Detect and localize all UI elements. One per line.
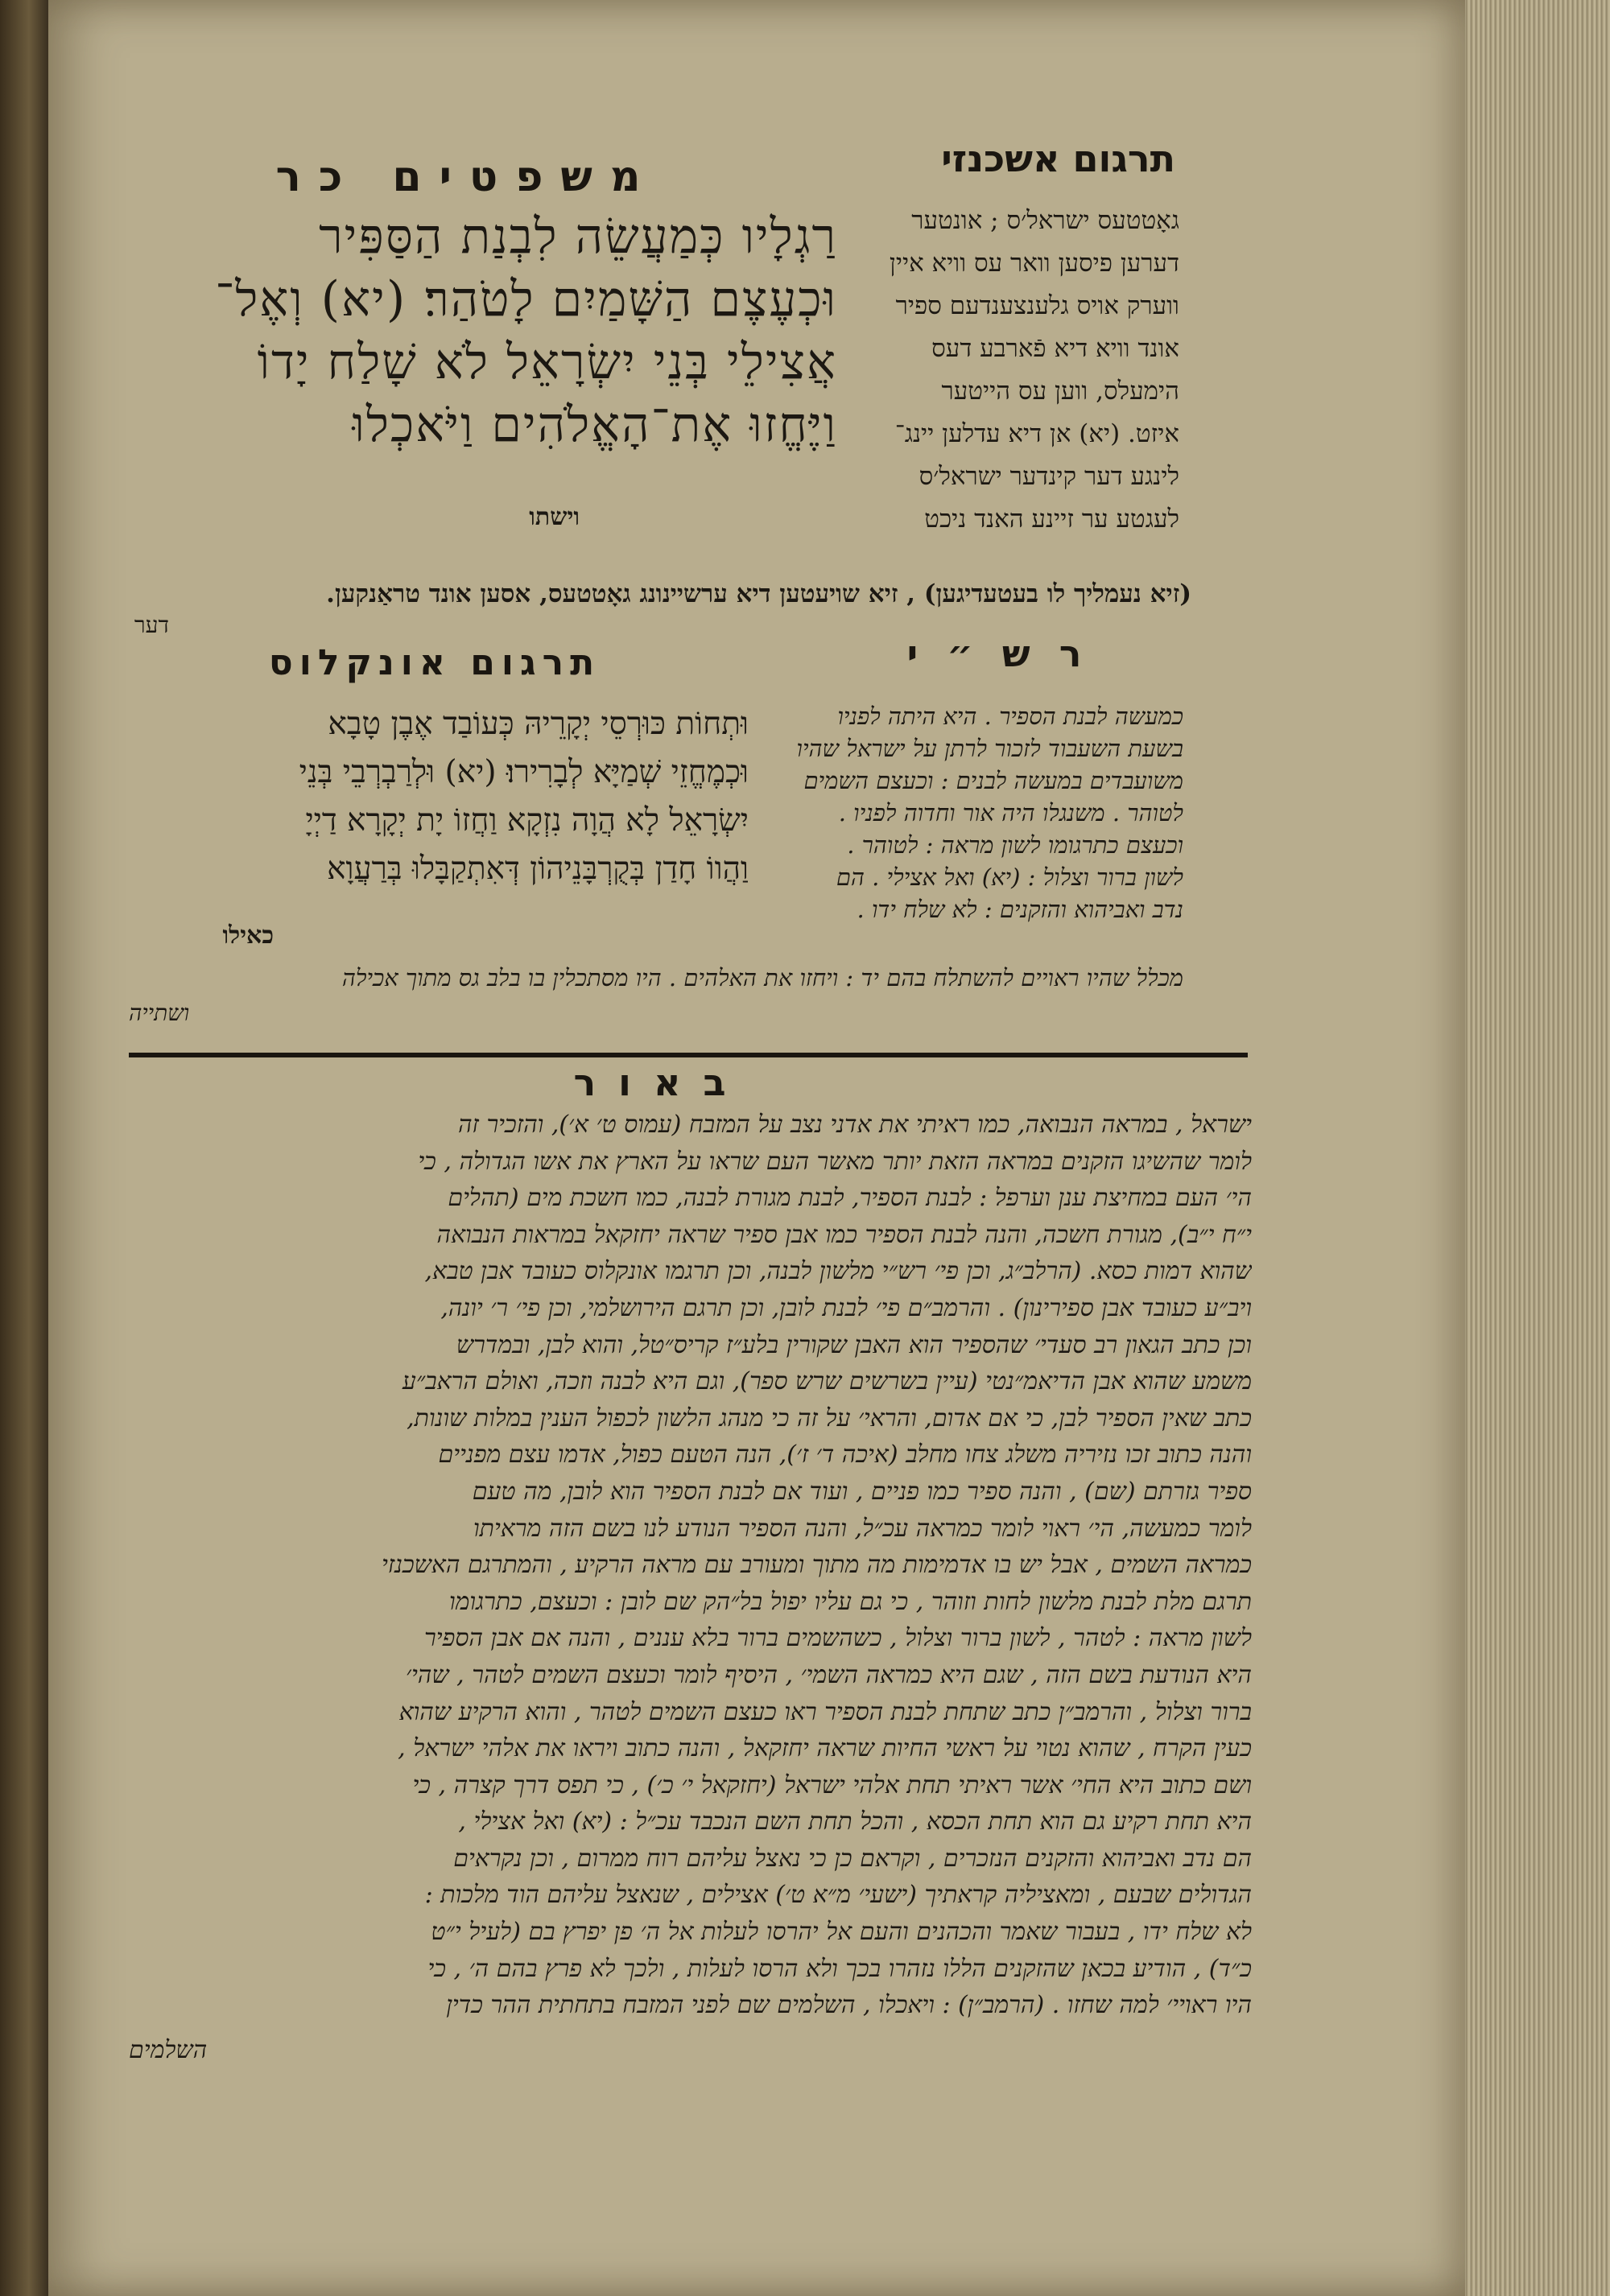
rashi-continuation: מכלל שהיו ראויים להשתלח בהם יד : ויחזו את האלהים . היו מסתכלין בו בלב גס מתוך אכילה: [341, 964, 1183, 991]
text-line: וּתְחוֹת כּוּרְסֵי יְקָרֵיהּ כְּעוֹבַד אֶבֶן טָבָא: [328, 706, 749, 742]
text-line: משועבדים במעשה לבנים : וכעצם השמים: [803, 767, 1183, 794]
text-line: י״ח י״ב), מגורת חשכה, והנה לבנת הספיר כמו אבן ספיר שראה יחזקאל במראות הנבואה: [436, 1220, 1252, 1249]
verse-line: וַיֶּחֱזוּ אֶת־הָאֱלֹהִים וַיֹּאכְלוּ: [352, 397, 837, 453]
text-line: לינגע דער קינדער ישראל׳ס: [919, 462, 1179, 491]
text-line: כעין הקרח , שהוא נטוי על ראשי החיות שראה יחזקאל , והנה כתוב ויראו את אלהי ישראל ,: [398, 1734, 1252, 1763]
verse-catchword: וישתו: [529, 503, 580, 531]
text-line: לומר שהשיגו הזקנים במראה הזאת יותר מאשר העם שראו על הארץ את אשו הגדולה , כי: [418, 1147, 1252, 1176]
text-line: שהוא דמות כסא. (הרלב״ג, וכן פי׳ רש״י מלשון לבנה, וכן תרגמו אונקלוס כעובד אבן טבא,: [424, 1257, 1252, 1286]
right-column-title: תרגום אשכנזי: [941, 137, 1175, 180]
book-page: [48, 0, 1465, 2296]
text-line: לעגטע ער זיינע האנד ניכט: [924, 505, 1179, 534]
text-line: תרגם מלת לבנת מלשון לחות וזוהר , כי גם עליו יפול בל״הק שם לובן : וכעצם, כתרגומו: [448, 1587, 1252, 1616]
verse-line: רַגְלָיו כְּמַעֲשֵׂה לִבְנַת הַסַּפִּיר: [319, 208, 837, 265]
biur-catchword: השלמים: [129, 2036, 208, 2064]
text-line: משמע שהוא אבן הדיאמ״נטי (עיין בשרשים שרש ספר), וגם היא לבנה וזכה, ואולם הראב״ע: [402, 1367, 1252, 1396]
text-line: כ״ד) , הודיע בכאן שהזקנים הללו נזהרו בכך ולא הרסו לעלות , ולכך לא פרץ בהם ה׳ , כי: [427, 1954, 1252, 1983]
text-line: ישראל , במראה הנבואה, כמו ראיתי את אדני נצב על המזבח (עמוס ט׳ א׳), והזכיר זה: [457, 1111, 1252, 1139]
text-line: הי׳ העם במחיצת ענן וערפל : לבנת הספיר, לבנת מגורת לבנה, כמו חשכת מים (תהלים: [448, 1184, 1252, 1213]
text-line: ברור וצלול , והרמב״ן כתב שתחת לבנת הספיר ראו כעצם השמים לטהר , והוא הרקיע שהוא: [398, 1697, 1252, 1726]
text-line: וּכְמֶחֱזֵי שְׁמַיָּא לְבָרִירוּ׃ (יא) וּלְרַבְרְבֵי בְּנֵי: [299, 754, 749, 790]
text-line: לשון מראה : לטהר , לשון ברור וצלול , כשהשמים ברור בלא עננים , והנה אם אבן הספיר: [424, 1624, 1252, 1653]
text-line: כמעשה לבנת הספיר . היא היתה לפניו: [837, 703, 1183, 730]
text-line: לטוהר . משנגלו היה אור וחדוה לפניו .: [838, 799, 1183, 826]
text-line: וכן כתב הגאון רב סעדי׳ שהספיר הוא האבן שקורין בלע״ז קריס״טל, והוא לבן, ובמדרש: [456, 1330, 1252, 1359]
text-line: ספיר גזרתם (שם) , והנה ספיר כמו פניים , ועוד אם לבנת הספיר הוא לובן, מה טעם: [472, 1477, 1252, 1506]
text-line: היא הנודעת בשם הזה , שגם היא כמראה השמי׳ , היסיף לומר וכעצם השמים לטהר , שהי׳: [406, 1660, 1252, 1689]
text-line: בשעת השעבוד לזכור לרתן על ישראל שהיו: [796, 735, 1183, 762]
verse-line: וּכְעֶצֶם הַשָּׁמַיִם לָטֹהַר׃ (יא) וְאֶל־: [215, 271, 837, 328]
biur-text: [125, 1107, 1252, 2024]
onkelos-text: [121, 700, 749, 893]
text-line: גאָטטעס ישראל׳ס ; אונטער: [911, 206, 1179, 235]
text-line: ושם כתוב היא החי׳ אשר ראיתי תחת אלהי ישראל (יחזקאל י׳ כ׳) , כי תפס דרך קצרה , כי: [412, 1770, 1252, 1799]
text-line: וכעצם כתרגומו לשון מראה : לטוהר .: [847, 831, 1183, 859]
text-line: דערען פיסען וואר עס וויא איין: [889, 249, 1179, 278]
text-line: היו ראויי׳ למה שחזו . (הרמב״ן) : ויאכלו , השלמים שם לפני המזבח בתחתית ההר כדין: [446, 1991, 1252, 2020]
rashi-continuation-end: ושתייה: [129, 1000, 190, 1026]
biur-title: ב א ו ר: [573, 1061, 731, 1104]
text-line: כמראה השמים , אבל יש בו אדמימות מה מתוך ומעורב עם מראה הרקיע , והמתרגם האשכנזי: [381, 1551, 1252, 1580]
verse-line: אֲצִילֵי בְּנֵי יִשְׂרָאֵל לֹא שָׁלַח יָדוֹ: [257, 334, 837, 390]
text-line: אונד וויא דיא פֿארבע דעס: [931, 334, 1179, 363]
text-line: הימעלס, ווען עס הייטער: [941, 377, 1179, 406]
text-line: היא תחת רקיע גם הוא תחת הכסא , והכל תחת השם הנכבד עכ״ל : (יא) ואל אצילי ,: [458, 1808, 1252, 1836]
text-line: ויב״ע כעובד אבן ספירינון) . והרמב״ם פי׳ לבנת לובן, וכן תרגם הירושלמי, וכן פי׳ ר׳ יונה,: [440, 1293, 1252, 1322]
text-line: איזט. (יא) אן דיא עדלען יינג־: [894, 419, 1179, 448]
targum-catchword: דער: [134, 612, 169, 638]
text-line: וַהֲווֹ חָדַן בְּקֻרְבָּנֵיהוֹן דְּאִתְקַבָּלוּ בְּרַעֲוָא: [327, 851, 749, 887]
targum-ashkenazi-continuation: (זיא נעמליך לו בעטעדיגען) , זיא שויעטען דיא ערשיינונג גאָטטעס, אסען אונד טראַנקען.: [326, 579, 1191, 608]
text-line: יִשְׂרָאֵל לָא הֲוָה נִזְקָא וַחֲזוֹ יָת יְקָרָא דַיְיָ: [305, 802, 749, 839]
text-line: כתב שאין הספיר לבן, כי אם אדום, והראי׳ על זה כי מנהג הלשון לכפול הענין במלות שונות,: [407, 1404, 1252, 1432]
text-line: הם נדב ואביהוא והזקנים הנזכרים , וקראם כן כי נאצל עליהם רוח ממרום , וכן נקראים: [453, 1844, 1252, 1873]
rashi-title: ר ש ״ י: [906, 632, 1090, 675]
text-line: לא שלח ידו , בעבור שאמר והכהנים והעם אל יהרסו לעלות אל ה׳ פן יפרץ בם (לעיל י״ט: [431, 1918, 1252, 1947]
parasha-header: משפטים כר: [275, 153, 658, 201]
text-line: והנה כתוב זכו נזיריה משלג צחו מחלב (איכה ד׳ ז׳), הנה הטעם כפול, אדמו עצם מפניים: [438, 1441, 1252, 1470]
onkelos-catchword: כאילו: [222, 921, 274, 950]
book-left-edge: [0, 0, 48, 2296]
targum-ashkenazi-text: [845, 200, 1179, 541]
text-line: נדב ואביהוא והזקנים : לא שלח ידו .: [857, 896, 1183, 923]
onkelos-title: תרגום אונקלוס: [268, 642, 601, 683]
book-page-stack: [1457, 0, 1610, 2296]
text-line: הגדולים שבעם , ומאציליה קראתיך (ישעי׳ מ״א ט׳) אצילים , שנאצל עליהם הוד מלכות :: [424, 1881, 1252, 1910]
rashi-text: [757, 700, 1183, 925]
verse-block: [80, 205, 837, 456]
section-divider: [129, 1053, 1248, 1057]
text-line: לשון ברור וצלול : (יא) ואל אצילי . הם: [836, 864, 1183, 891]
text-line: ווערק אויס גלענצענדעם ספיר: [895, 291, 1179, 320]
text-line: לומר כמעשה, הי׳ ראוי לומר כמראה עכ״ל, והנה הספיר הנודע לנו בשם הזה מראיתו: [473, 1514, 1252, 1543]
